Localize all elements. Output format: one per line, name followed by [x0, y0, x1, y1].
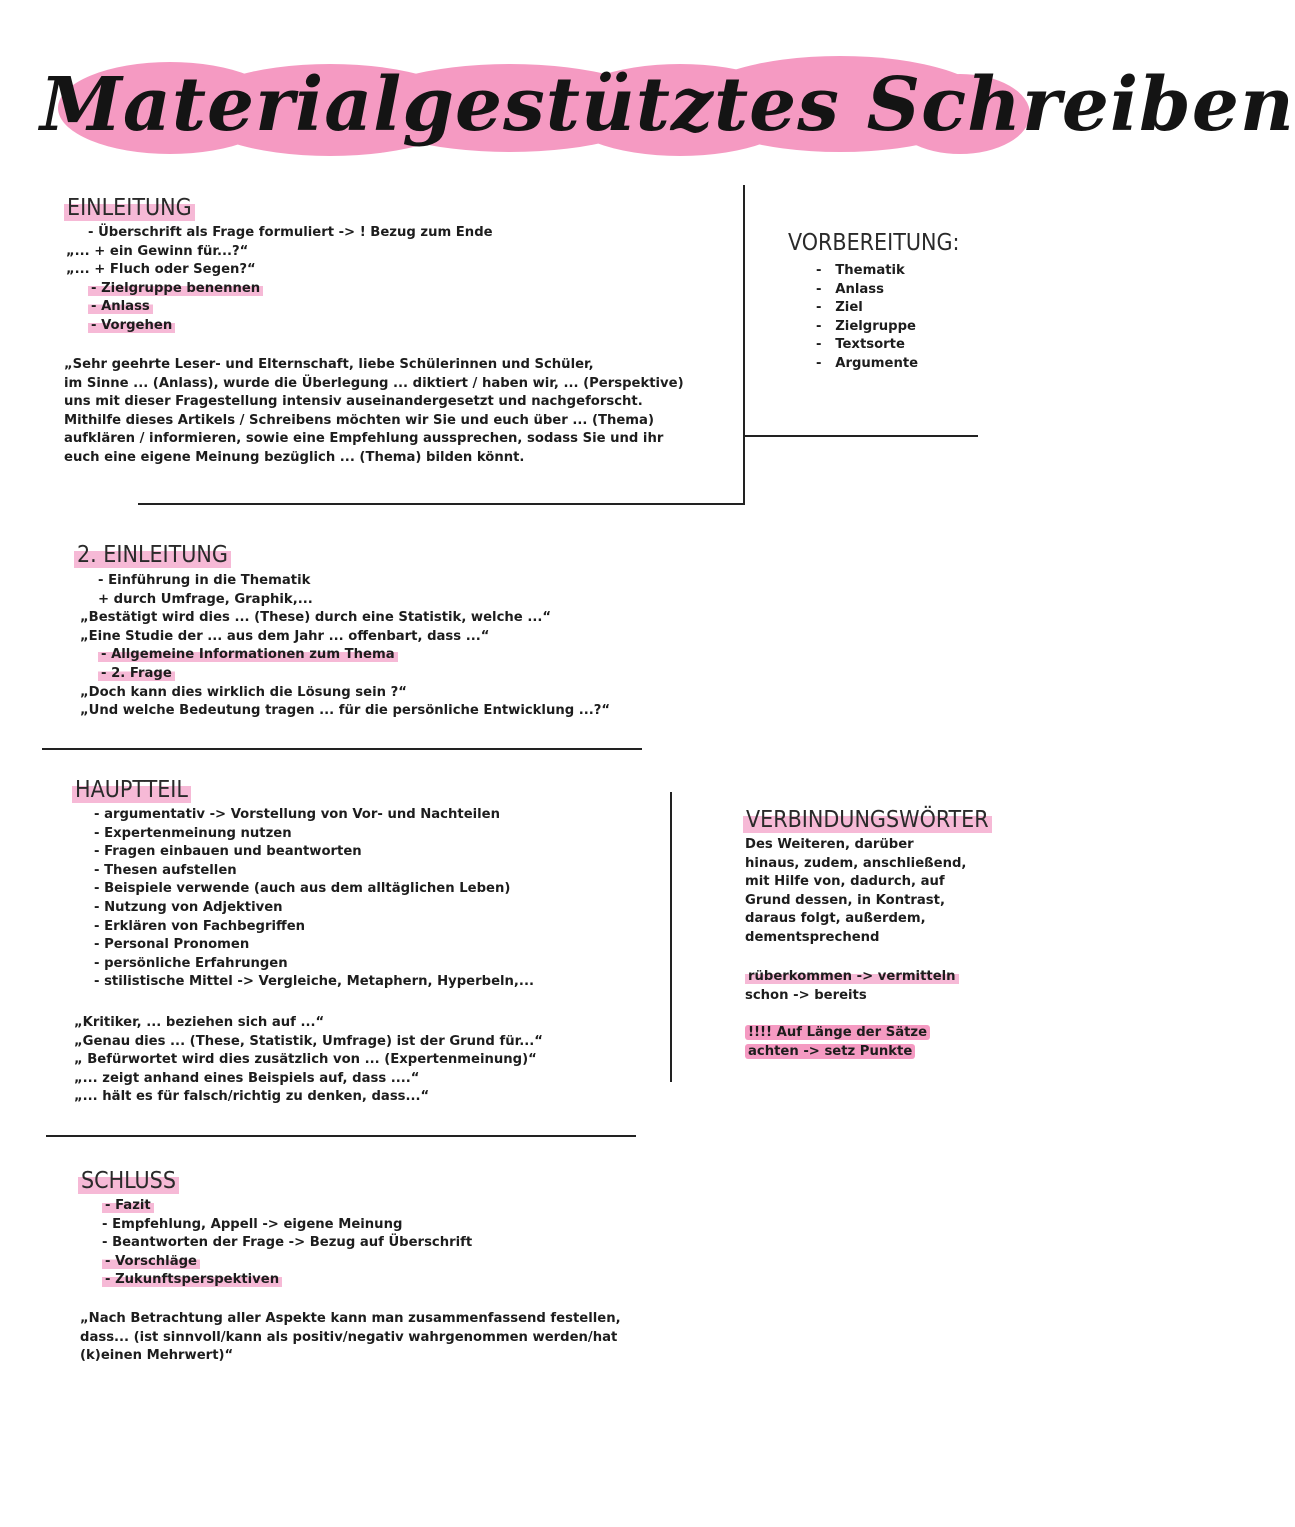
warning-line: !!!! Auf Länge der Sätze: [745, 1025, 930, 1040]
letter-line: euch eine eigene Meinung bezüglich ... (Thema) bilden könnt.: [64, 449, 525, 465]
quote-line: „ Befürwortet wird dies zusätzlich von ... (Expertenmeinung)“: [74, 1052, 537, 1068]
schluss-quote: [80, 1310, 621, 1366]
hauptteil-quotes: [74, 1014, 543, 1107]
tip-line: schon -> bereits: [745, 987, 867, 1003]
list-item: - Fragen einbauen und beantworten: [94, 844, 362, 860]
hauptteil-list: [94, 806, 534, 992]
list-item: Grund dessen, in Kontrast,: [745, 892, 945, 908]
page-title: Materialgestütztes Schreiben: [40, 62, 1295, 148]
divider-vertical: [743, 185, 745, 505]
list-item: - persönliche Erfahrungen: [94, 955, 288, 971]
list-item: - Fazit: [102, 1198, 154, 1213]
quote-line: „... zeigt anhand eines Beispiels auf, dass ....“: [74, 1070, 420, 1086]
schluss-heading: SCHLUSS: [78, 1166, 179, 1196]
list-item: - Zielgruppe benennen: [88, 281, 263, 296]
list-item: - Textsorte: [816, 337, 905, 353]
list-item: - Anlass: [88, 299, 153, 314]
list-item: - Allgemeine Informationen zum Thema: [98, 647, 398, 662]
list-item: - Empfehlung, Appell -> eigene Meinung: [102, 1216, 403, 1232]
list-item: hinaus, zudem, anschließend,: [745, 855, 967, 871]
list-item: - Ziel: [816, 300, 863, 316]
quote-line: „Nach Betrachtung aller Aspekte kann man zusammenfassend festellen,: [80, 1311, 621, 1326]
quote-line: dass... (ist sinnvoll/kann als positiv/negativ wahrgenommen werden/hat: [80, 1329, 618, 1345]
letter-line: „Sehr geehrte Leser- und Elternschaft, liebe Schülerinnen und Schüler,: [64, 357, 594, 372]
list-item: „Und welche Bedeutung tragen ... für die persönliche Entwicklung ...?“: [80, 703, 611, 719]
list-item: Des Weiteren, darüber: [745, 837, 914, 852]
schluss-list: [102, 1197, 472, 1290]
list-item: - Nutzung von Adjektiven: [94, 899, 283, 915]
list-item: - Vorschläge: [102, 1254, 200, 1269]
list-item: + durch Umfrage, Graphik,...: [98, 591, 313, 607]
list-item: - Beispiele verwende (auch aus dem alltäglichen Leben): [94, 881, 511, 897]
title-banner: [40, 40, 1295, 170]
letter-line: uns mit dieser Fragestellung intensiv auseinandergesetzt und nachgeforscht.: [64, 394, 643, 410]
divider-horizontal: [745, 435, 978, 437]
list-item: - argumentativ -> Vorstellung von Vor- und Nachteilen: [94, 807, 501, 822]
list-item: - Expertenmeinung nutzen: [94, 825, 292, 841]
einleitung2-heading: 2. EINLEITUNG: [74, 540, 231, 570]
list-item: - Thematik: [816, 263, 905, 278]
vorbereitung-list: [816, 262, 918, 374]
list-item: - Zukunftsperspektiven: [102, 1272, 282, 1287]
list-item: - Argumente: [816, 355, 919, 371]
tip-line: rüberkommen -> vermitteln: [745, 969, 959, 984]
list-item: - Zielgruppe: [816, 318, 916, 334]
hauptteil-heading: HAUPTTEIL: [72, 775, 191, 805]
verbindungswoerter-warning: [745, 1024, 930, 1061]
list-item: - Einführung in die Thematik: [98, 573, 311, 588]
list-item: - Anlass: [816, 281, 884, 297]
divider-horizontal: [46, 1135, 636, 1137]
list-item: mit Hilfe von, dadurch, auf: [745, 874, 945, 890]
list-item: „Bestätigt wird dies ... (These) durch eine Statistik, welche ...“: [80, 610, 552, 626]
list-item: - Erklären von Fachbegriffen: [94, 918, 306, 934]
einleitung-letter: [64, 356, 684, 468]
quote-line: „Genau dies ... (These, Statistik, Umfrage) ist der Grund für...“: [74, 1033, 543, 1049]
einleitung-list: [64, 224, 493, 336]
quote-line: „Kritiker, ... beziehen sich auf ...“: [74, 1015, 325, 1030]
list-item: „Eine Studie der ... aus dem Jahr ... offenbart, dass ...“: [80, 628, 490, 644]
letter-line: im Sinne ... (Anlass), wurde die Überlegung ... diktiert / haben wir, ... (Perspektive): [64, 375, 684, 391]
list-item: - Überschrift als Frage formuliert -> ! Bezug zum Ende: [88, 225, 493, 240]
list-item: - Vorgehen: [88, 318, 175, 333]
list-item: - Beantworten der Frage -> Bezug auf Überschrift: [102, 1235, 473, 1251]
list-item: „Doch kann dies wirklich die Lösung sein ?“: [80, 684, 407, 700]
divider-horizontal: [42, 748, 642, 750]
list-item: daraus folgt, außerdem,: [745, 911, 926, 927]
letter-line: aufklären / informieren, sowie eine Empfehlung aussprechen, sodass Sie und ihr: [64, 431, 664, 447]
verbindungswoerter-heading: VERBINDUNGSWÖRTER: [743, 805, 992, 835]
divider-horizontal: [138, 503, 744, 505]
einleitung2-list: [80, 572, 610, 721]
list-item: „... + ein Gewinn für...?“: [66, 243, 249, 259]
divider-vertical: [670, 792, 672, 1082]
quote-line: „... hält es für falsch/richtig zu denken, dass...“: [74, 1089, 430, 1105]
verbindungswoerter-tips: [745, 968, 959, 1005]
quote-line: (k)einen Mehrwert)“: [80, 1348, 234, 1364]
list-item: „... + Fluch oder Segen?“: [66, 262, 256, 278]
list-item: - Personal Pronomen: [94, 937, 250, 953]
einleitung-heading: EINLEITUNG: [64, 193, 195, 223]
verbindungswoerter-list: [745, 836, 966, 948]
list-item: - stilistische Mittel -> Vergleiche, Metaphern, Hyperbeln,...: [94, 974, 534, 990]
warning-line: achten -> setz Punkte: [745, 1044, 915, 1059]
list-item: dementsprechend: [745, 929, 880, 945]
vorbereitung-heading: VORBEREITUNG:: [788, 230, 960, 256]
list-item: - Thesen aufstellen: [94, 862, 237, 878]
list-item: - 2. Frage: [98, 666, 175, 681]
letter-line: Mithilfe dieses Artikels / Schreibens möchten wir Sie und euch über ... (Thema): [64, 412, 654, 428]
